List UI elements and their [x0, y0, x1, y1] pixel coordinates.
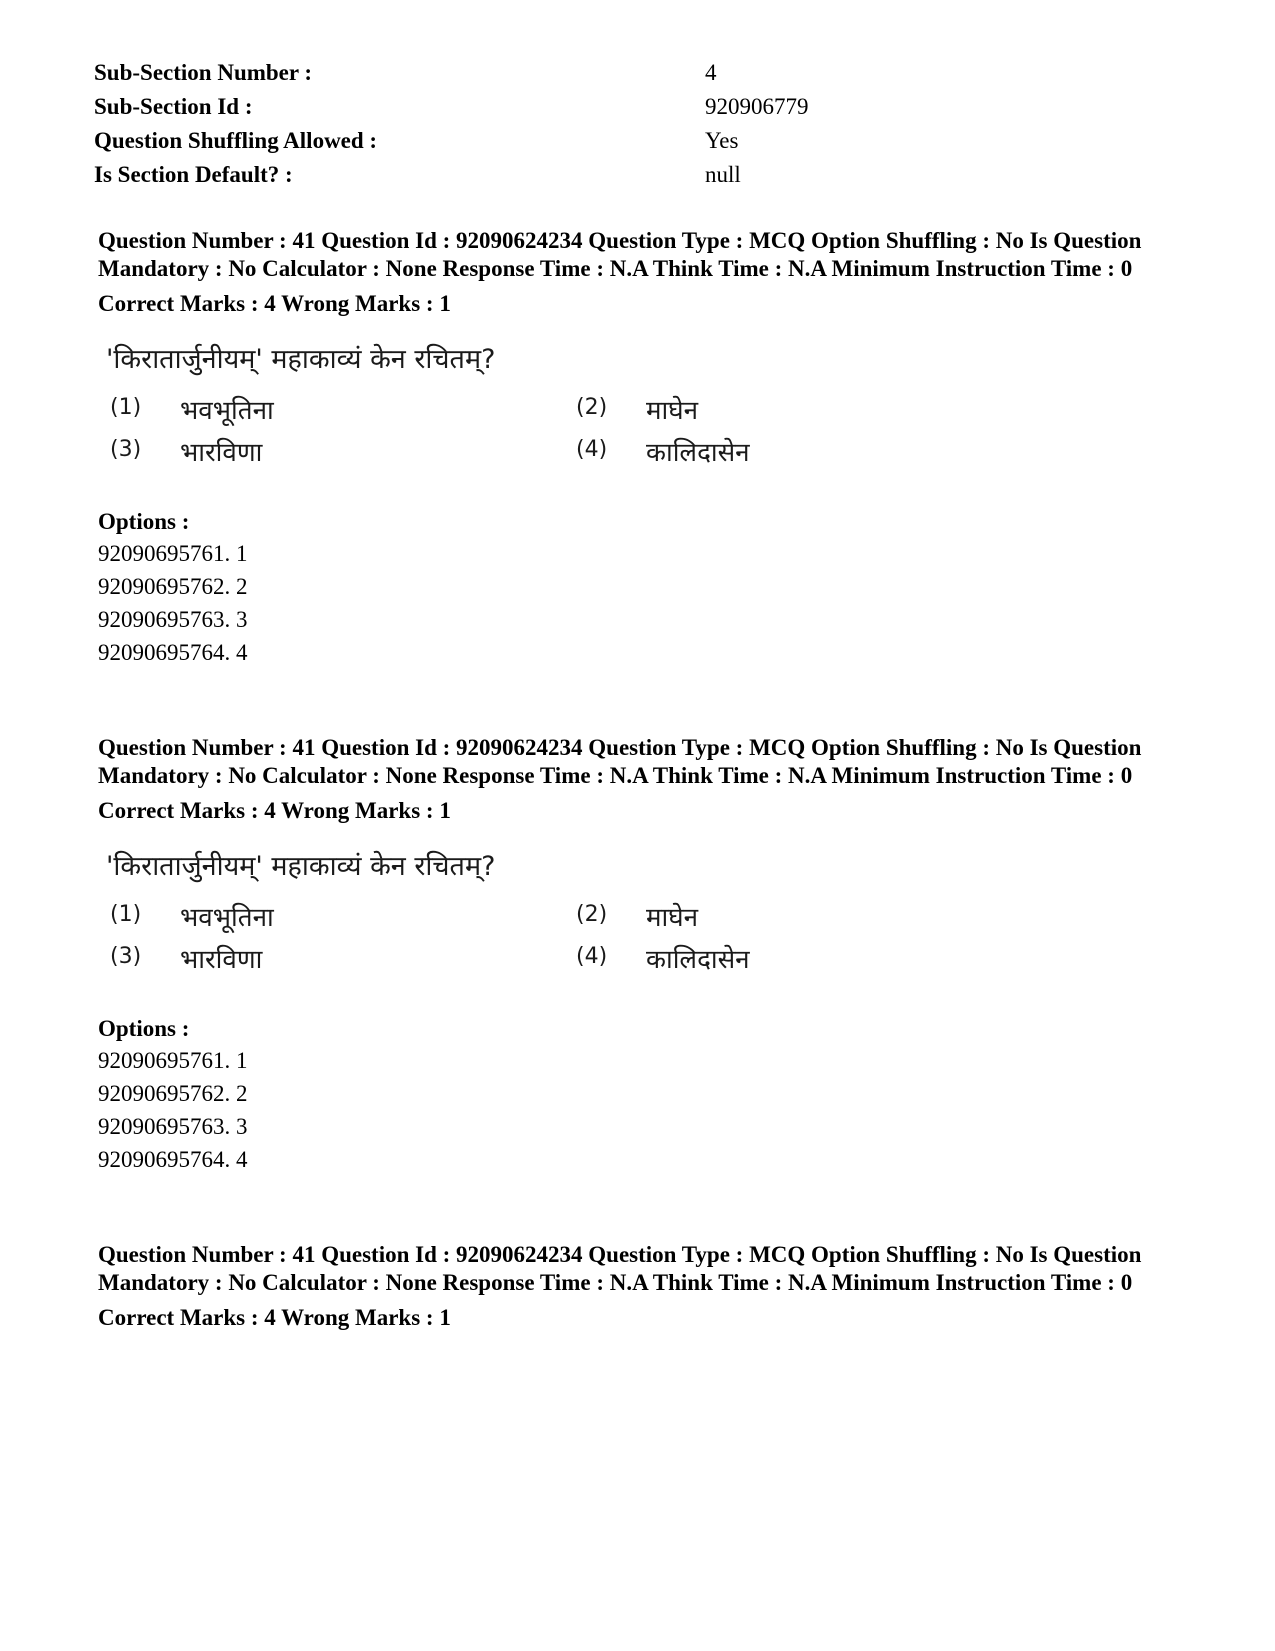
option-line: 92090695761. 1: [98, 1048, 248, 1073]
options-title: Options :: [98, 1016, 190, 1041]
choice-number: (3): [110, 437, 142, 462]
question-block: [98, 227, 1198, 669]
meta-key: Sub-Section Id :: [94, 94, 253, 119]
meta-key: Sub-Section Number :: [94, 60, 313, 85]
question-marks: Correct Marks : 4 Wrong Marks : 1: [98, 1305, 451, 1330]
option-line: 92090695764. 4: [98, 640, 248, 665]
choice-number: (1): [110, 395, 142, 420]
meta-value: null: [705, 162, 741, 187]
section-metadata: [94, 58, 994, 194]
meta-value: Yes: [705, 128, 739, 153]
option-line: 92090695763. 3: [98, 1114, 248, 1139]
options-title: Options :: [98, 509, 190, 534]
choice-number: (2): [576, 902, 608, 927]
meta-row-subsection-number: [94, 58, 994, 92]
option-line: 92090695762. 2: [98, 574, 248, 599]
question-text: 'किरातार्जुनीयम्' महाकाव्यं केन रचितम्?: [106, 851, 496, 882]
meta-value: 920906779: [705, 94, 809, 119]
question-block: [98, 734, 1198, 1176]
question-header: Question Number : 41 Question Id : 92090624234 Question Type : MCQ Option Shuffling : No Is Question Mandatory : No Calculator : None Response Time : N.A Think Time : N.A Minimum Instruction Time : 0: [98, 1242, 1142, 1295]
choice-text: माघेन: [646, 903, 699, 933]
meta-row-section-default: [94, 160, 994, 194]
question-marks: Correct Marks : 4 Wrong Marks : 1: [98, 291, 451, 316]
question-text: 'किरातार्जुनीयम्' महाकाव्यं केन रचितम्?: [106, 344, 496, 375]
meta-key: Is Section Default? :: [94, 162, 293, 187]
choice-number: (2): [576, 395, 608, 420]
option-line: 92090695763. 3: [98, 607, 248, 632]
choice-text: भारविणा: [180, 438, 263, 468]
choice-text: माघेन: [646, 396, 699, 426]
question-header: Question Number : 41 Question Id : 92090624234 Question Type : MCQ Option Shuffling : No Is Question Mandatory : No Calculator : None Response Time : N.A Think Time : N.A Minimum Instruction Time : 0: [98, 735, 1142, 788]
option-line: 92090695762. 2: [98, 1081, 248, 1106]
question-marks: Correct Marks : 4 Wrong Marks : 1: [98, 798, 451, 823]
choice-number: (4): [576, 437, 608, 462]
meta-row-subsection-id: [94, 92, 994, 126]
choice-number: (4): [576, 944, 608, 969]
meta-value: 4: [705, 60, 717, 85]
meta-key: Question Shuffling Allowed :: [94, 128, 378, 153]
question-content: [98, 337, 1198, 487]
option-line: 92090695761. 1: [98, 541, 248, 566]
choice-number: (1): [110, 902, 142, 927]
question-content: [98, 844, 1198, 994]
question-block: [98, 1241, 1198, 1333]
choice-text: भवभूतिना: [180, 396, 274, 426]
choice-text: भवभूतिना: [180, 903, 274, 933]
choice-number: (3): [110, 944, 142, 969]
choice-text: कालिदासेन: [646, 945, 750, 975]
choice-text: भारविणा: [180, 945, 263, 975]
option-line: 92090695764. 4: [98, 1147, 248, 1172]
meta-row-question-shuffling: [94, 126, 994, 160]
question-header: Question Number : 41 Question Id : 92090624234 Question Type : MCQ Option Shuffling : No Is Question Mandatory : No Calculator : None Response Time : N.A Think Time : N.A Minimum Instruction Time : 0: [98, 228, 1142, 281]
choice-text: कालिदासेन: [646, 438, 750, 468]
